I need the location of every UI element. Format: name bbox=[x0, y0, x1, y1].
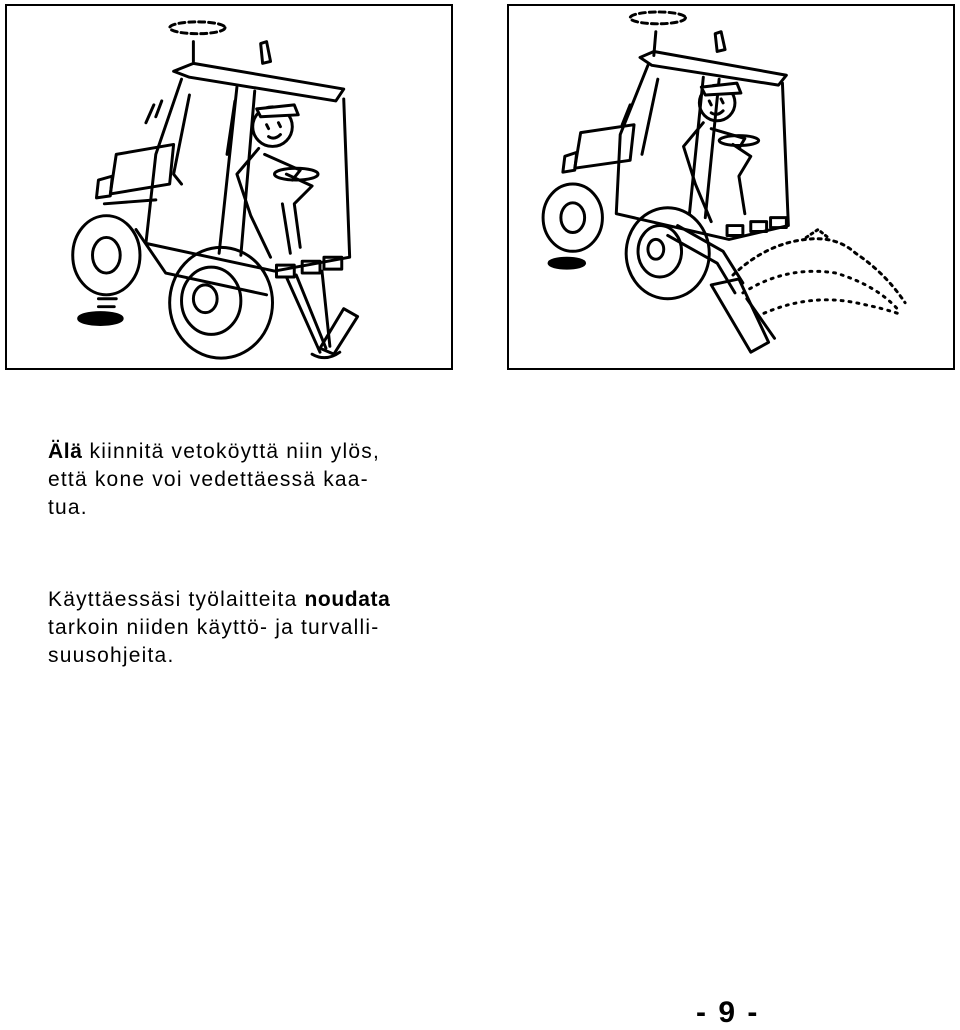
instruction-line-2: tarkoin niiden käyttö- ja turvalli- bbox=[48, 616, 380, 639]
warning-line-1-text: kiinnitä vetoköyttä niin ylös, bbox=[82, 440, 380, 463]
tow-rope-warning bbox=[48, 438, 458, 522]
warning-line-3: tua. bbox=[48, 496, 88, 519]
instruction-emphasis: noudata bbox=[304, 588, 391, 611]
instruction-line-1 bbox=[48, 586, 458, 614]
tipping-tractor-drawing bbox=[7, 6, 451, 368]
warning-lead-word: Älä bbox=[48, 440, 83, 463]
equipment-instruction bbox=[48, 586, 458, 670]
instruction-line-3: suusohjeita. bbox=[48, 644, 175, 667]
warning-line-1 bbox=[48, 438, 458, 466]
tipping-tractor-illustration bbox=[5, 4, 453, 370]
warning-line-2: että kone voi vedettäessä kaa- bbox=[48, 468, 369, 491]
instruction-line-1-text: Käyttäessäsi työlaitteita bbox=[48, 588, 305, 611]
page-number: - 9 - bbox=[696, 996, 760, 1029]
loader-tractor-illustration bbox=[507, 4, 955, 370]
loader-tractor-drawing bbox=[509, 6, 953, 368]
